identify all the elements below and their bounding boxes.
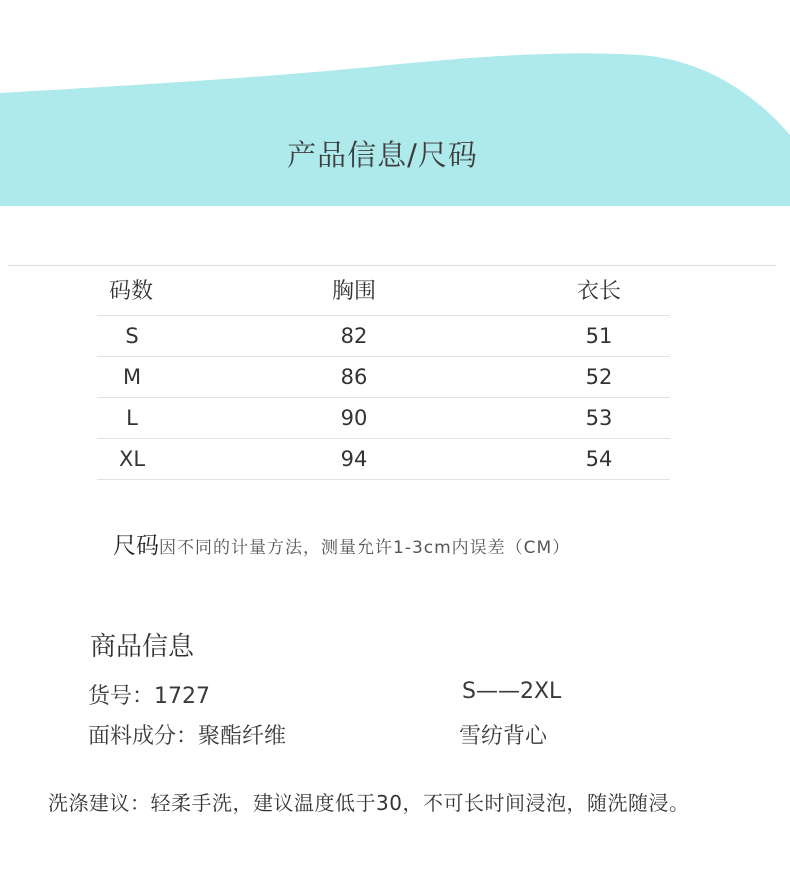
material: 面料成分：聚酯纤维 <box>88 724 287 749</box>
column-header-length: 衣长 <box>576 279 621 304</box>
table-row <box>97 439 670 480</box>
page-title: 产品信息/尺码 <box>287 138 478 172</box>
wave-shape <box>0 0 790 206</box>
header-banner <box>0 0 790 206</box>
column-header-chest: 胸围 <box>331 279 376 304</box>
length-cell: 51 <box>585 324 613 348</box>
table-row <box>97 357 670 398</box>
size-note-text: 因不同的计量方法，测量允许1-3cm内误差（CM） <box>159 538 571 558</box>
length-cell: 52 <box>585 365 613 389</box>
washing-instructions: 洗涤建议：轻柔手洗，建议温度低于30，不可长时间浸泡，随洗随浸。 <box>48 791 690 815</box>
size-cell: M <box>122 365 142 389</box>
size-cell: XL <box>118 447 146 471</box>
size-table <box>97 270 670 480</box>
chest-cell: 86 <box>340 365 368 389</box>
size-cell: L <box>126 406 138 430</box>
column-header-size: 码数 <box>109 279 154 304</box>
length-cell: 53 <box>585 406 613 430</box>
size-note <box>113 527 570 560</box>
chest-cell: 94 <box>340 447 368 471</box>
table-row <box>97 316 670 357</box>
product-info-title: 商品信息 <box>90 632 195 662</box>
size-cell: S <box>125 324 139 348</box>
length-cell: 54 <box>585 447 613 471</box>
style-name: 雪纺背心 <box>459 724 548 749</box>
chest-cell: 82 <box>340 324 368 348</box>
divider <box>8 265 776 266</box>
size-note-label: 尺码 <box>113 533 159 559</box>
size-range: S——2XL <box>462 679 562 704</box>
item-number: 货号：1727 <box>88 684 210 709</box>
table-header-row <box>97 270 670 316</box>
chest-cell: 90 <box>340 406 368 430</box>
table-row <box>97 398 670 439</box>
